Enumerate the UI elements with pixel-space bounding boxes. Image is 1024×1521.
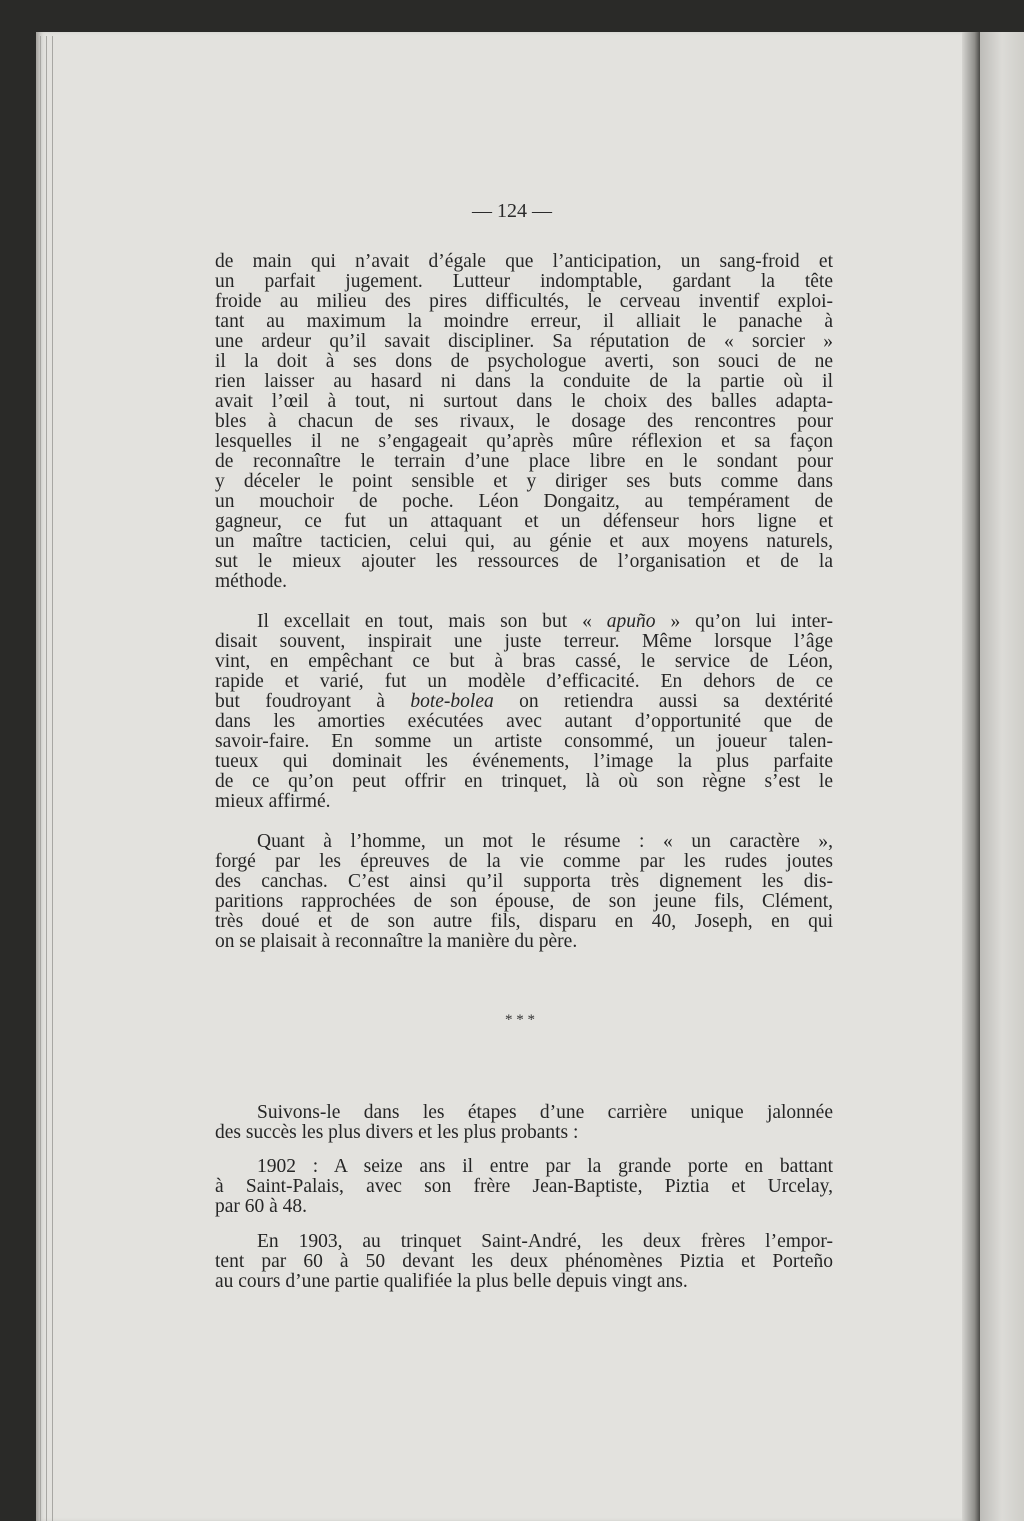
text-line: lesquelles il ne s’engageait qu’après mûre réflexion et sa façon (215, 431, 833, 452)
text-line: par 60 à 48. (215, 1196, 308, 1217)
text-line: gagneur, ce fut un attaquant et un défenseur hors ligne et (215, 511, 833, 532)
text-line: tent par 60 à 50 devant les deux phénomènes Piztia et Porteño (215, 1251, 833, 1272)
text-line: très doué et de son autre fils, disparu en 40, Joseph, en qui (215, 911, 833, 932)
book-gutter (962, 32, 980, 1521)
text-line: 1902 : A seize ans il entre par la grande porte en battant (257, 1156, 833, 1177)
next-page-edge (980, 32, 1024, 1521)
text-line: Quant à l’homme, un mot le résume : « un caractère », (257, 831, 833, 852)
text-line: un parfait jugement. Lutteur indomptable, gardant la tête (215, 271, 833, 292)
text-line: froide au milieu des pires difficultés, le cerveau inventif exploi- (215, 291, 833, 312)
paragraph-2 (215, 612, 833, 812)
text-line: En 1903, au trinquet Saint-André, les deux frères l’empor- (257, 1231, 833, 1252)
text-line: dans les amorties exécutées avec autant d’opportunité que de (215, 711, 833, 732)
text-line: tant au maximum la moindre erreur, il alliait le panache à (215, 311, 833, 332)
page-edge (52, 36, 53, 1521)
text-line: des canchas. C’est ainsi qu’il supporta très dignement les dis- (215, 871, 833, 892)
text-line: Suivons-le dans les étapes d’une carrière unique jalonnée (257, 1102, 833, 1123)
text-line: sut le mieux ajouter les ressources de l’organisation et de la (215, 551, 833, 572)
page-edge (46, 36, 47, 1521)
text-line: vint, en empêchant ce but à bras cassé, le service de Léon, (215, 651, 833, 672)
text-line: Il excellait en tout, mais son but « apuño » qu’on lui inter- (257, 611, 834, 632)
paragraph-3 (215, 832, 833, 952)
text-line: bles à chacun de ses rivaux, le dosage des rencontres pour (215, 411, 833, 432)
text-line: mieux affirmé. (215, 791, 331, 812)
text-line: une ardeur qu’il savait discipliner. Sa réputation de « sorcier » (215, 331, 833, 352)
text-line: rien laisser au hasard ni dans la conduite de la partie où il (215, 371, 833, 392)
text-line: paritions rapprochées de son épouse, de son jeune fils, Clément, (215, 891, 833, 912)
text-line: tueux qui dominait les événements, l’image la plus parfaite (215, 751, 833, 772)
paragraph-5 (215, 1157, 833, 1217)
text-line: des succès les plus divers et les plus probants : (215, 1122, 579, 1143)
page-edge (40, 36, 41, 1521)
text-line: au cours d’une partie qualifiée la plus belle depuis vingt ans. (215, 1271, 688, 1292)
page-number: — 124 — (472, 200, 552, 222)
text-line: avait l’œil à tout, ni surtout dans le choix des balles adapta- (215, 391, 833, 412)
text-line: de main qui n’avait d’égale que l’anticipation, un sang-froid et (215, 251, 833, 272)
text-line: disait souvent, inspirait une juste terreur. Même lorsque l’âge (215, 631, 833, 652)
text-line: un maître tacticien, celui qui, au génie et aux moyens naturels, (215, 531, 833, 552)
text-line: savoir-faire. En somme un artiste consommé, un joueur talen- (215, 731, 833, 752)
text-line: un mouchoir de poche. Léon Dongaitz, au tempérament de (215, 491, 833, 512)
text-line: de ce qu’on peut offrir en trinquet, là où son règne s’est le (215, 771, 833, 792)
paragraph-6 (215, 1232, 833, 1292)
text-line: à Saint-Palais, avec son frère Jean-Baptiste, Piztia et Urcelay, (215, 1176, 833, 1197)
text-line: on se plaisait à reconnaître la manière du père. (215, 931, 578, 952)
text-line: forgé par les épreuves de la vie comme par les rudes joutes (215, 851, 833, 872)
text-line: il la doit à ses dons de psychologue averti, son souci de ne (215, 351, 833, 372)
text-line: rapide et varié, fut un modèle d’efficacité. En dehors de ce (215, 671, 833, 692)
text-line: but foudroyant à bote-bolea on retiendra aussi sa dextérité (215, 691, 833, 712)
text-line: de reconnaître le terrain d’une place libre en le sondant pour (215, 451, 833, 472)
paragraph-4 (215, 1103, 833, 1143)
text-line: méthode. (215, 571, 288, 592)
paragraph-1 (215, 252, 833, 592)
section-separator: * * * (505, 1012, 535, 1028)
text-line: y déceler le point sensible et y diriger ses buts comme dans (215, 471, 833, 492)
